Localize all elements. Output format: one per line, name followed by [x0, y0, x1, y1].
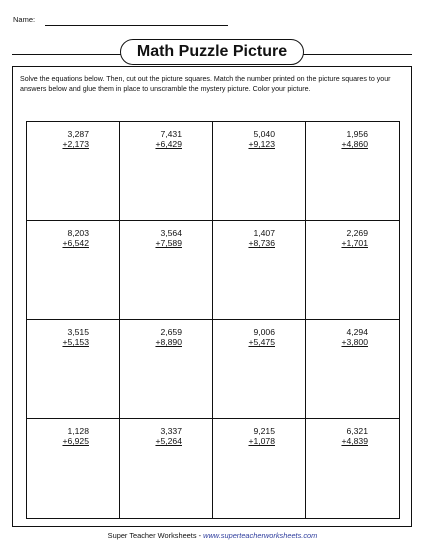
- augend: 3,564: [160, 228, 182, 238]
- addend: +6,542: [62, 238, 89, 248]
- augend: 1,128: [67, 426, 89, 436]
- addend: +4,860: [341, 139, 368, 149]
- addend: +6,429: [155, 139, 182, 149]
- problem: [306, 228, 368, 248]
- problem: [120, 129, 182, 149]
- augend: 2,659: [160, 327, 182, 337]
- augend: 1,956: [346, 129, 368, 139]
- problem: [306, 327, 368, 347]
- addend: +1,078: [248, 436, 275, 446]
- footer-separator: -: [196, 531, 204, 540]
- problem-cell: [213, 221, 306, 320]
- augend: 6,321: [346, 426, 368, 436]
- problem: [27, 426, 89, 446]
- footer: [0, 531, 425, 540]
- problem: [120, 228, 182, 248]
- addend: +7,589: [155, 238, 182, 248]
- augend: 5,040: [253, 129, 275, 139]
- augend: 9,006: [253, 327, 275, 337]
- problem-cell: [306, 320, 399, 419]
- problem-cell: [120, 320, 213, 419]
- augend: 4,294: [346, 327, 368, 337]
- addend: +5,264: [155, 436, 182, 446]
- addend: +1,701: [341, 238, 368, 248]
- problem-cell: [27, 221, 120, 320]
- problem-cell: [27, 320, 120, 419]
- addend: +9,123: [248, 139, 275, 149]
- problem: [120, 426, 182, 446]
- problem: [213, 228, 275, 248]
- problem-cell: [120, 122, 213, 221]
- problem-cell: [27, 122, 120, 221]
- instructions: Solve the equations below. Then, cut out the picture squares. Match the number printed on the picture squares to your answers below and glue them in place to unscramble the mystery picture. Color your picture.: [20, 75, 391, 93]
- augend: 3,515: [67, 327, 89, 337]
- problem-cell: [306, 122, 399, 221]
- augend: 3,337: [160, 426, 182, 436]
- augend: 7,431: [160, 129, 182, 139]
- problem-cell: [306, 419, 399, 518]
- addend: +6,925: [62, 436, 89, 446]
- problem: [306, 129, 368, 149]
- problem: [213, 129, 275, 149]
- problem-cell: [120, 419, 213, 518]
- worksheet-title: Math Puzzle Picture: [120, 39, 304, 65]
- addend: +5,475: [248, 337, 275, 347]
- problem-cell: [213, 320, 306, 419]
- addend: +4,839: [341, 436, 368, 446]
- problem: [213, 327, 275, 347]
- problem-cell: [306, 221, 399, 320]
- footer-site-name: Super Teacher Worksheets: [107, 531, 197, 540]
- augend: 1,407: [253, 228, 275, 238]
- addend: +2,173: [62, 139, 89, 149]
- problem: [306, 426, 368, 446]
- name-label: Name:: [13, 15, 36, 24]
- addend: +8,736: [248, 238, 275, 248]
- augend: 3,287: [67, 129, 89, 139]
- addend: +3,800: [341, 337, 368, 347]
- augend: 2,269: [346, 228, 368, 238]
- problem-cell: [213, 122, 306, 221]
- problem: [120, 327, 182, 347]
- name-line[interactable]: [45, 25, 228, 26]
- problem-cell: [213, 419, 306, 518]
- problem: [213, 426, 275, 446]
- problem: [27, 228, 89, 248]
- addend: +5,153: [62, 337, 89, 347]
- augend: 9,215: [253, 426, 275, 436]
- problem-cell: [120, 221, 213, 320]
- augend: 8,203: [67, 228, 89, 238]
- problem: [27, 327, 89, 347]
- problem-cell: [27, 419, 120, 518]
- footer-url-link[interactable]: www.superteacherworksheets.com: [203, 531, 318, 540]
- problem-grid: [26, 121, 400, 519]
- problem: [27, 129, 89, 149]
- addend: +8,890: [155, 337, 182, 347]
